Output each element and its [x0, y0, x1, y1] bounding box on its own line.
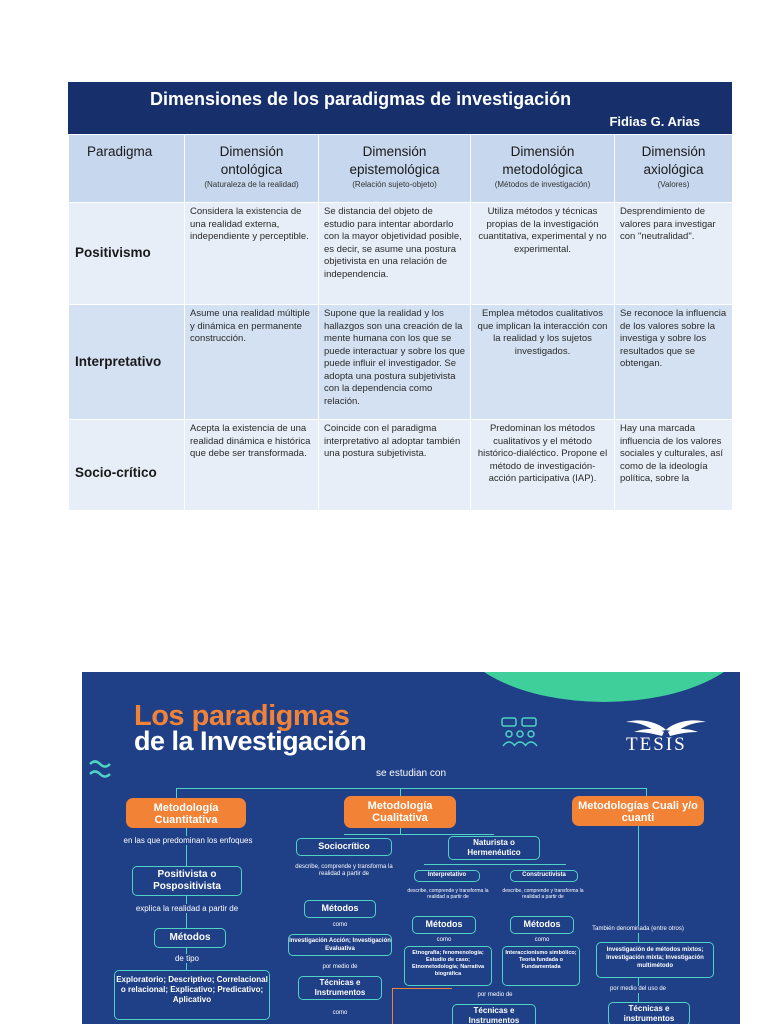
interp-metodos-box: Métodos — [412, 916, 476, 934]
left-metodos-box: Métodos — [154, 928, 226, 948]
infographic-subtitle: se estudian con — [375, 768, 447, 779]
mixed-methods-box: Investigación de métodos mixtos; Investigación mixta; Investigación multimétodo — [596, 942, 714, 978]
cell-axiologica: Se reconoce la influencia de los valores sobre la investiga y sobre los resultados que se obtengan. — [615, 305, 733, 420]
interp-list-box: Etnografía; fenomenología; Estudio de caso; Etnometodología; Narrativa biográfica — [404, 946, 492, 986]
connector-line — [176, 788, 646, 789]
interp-text: describe, comprende y transforma la realidad a partir de — [407, 888, 489, 900]
socio-investigacion-box: Investigación Acción; Investigación Evaluativa — [288, 934, 392, 956]
paradigms-table — [68, 134, 732, 510]
cell-metodologica: Utiliza métodos y técnicas propias de la investigación cuantitativa, experimental y no experimental. — [471, 203, 615, 305]
socio-text: describe, comprende y transforma la realidad a partir de — [295, 864, 393, 877]
people-chat-icon — [500, 716, 540, 750]
cell-epistemologica: Se distancia del objeto de estudio para intentar abordarlo con la mayor objetividad posible, es decir, se asume una postura objetivista en una relación de independencia. — [319, 203, 471, 305]
interpretativo-box: Interpretativo — [414, 870, 480, 882]
left-text-2: explica la realidad a partir de — [132, 904, 242, 913]
paradigms-infographic — [82, 672, 740, 1024]
table-author: Fidias G. Arias — [609, 114, 700, 129]
sociocritico-box: Sociocrítico — [296, 838, 392, 856]
header-paradigma: Paradigma — [69, 135, 185, 203]
cell-metodologica: Predominan los métodos cualitativos y el método histórico-dialéctico. Propone el método de investigación-acción participativa (IAP). — [471, 420, 615, 511]
cell-epistemologica: Coincide con el paradigma interpretativo al adoptar también una postura subjetivista. — [319, 420, 471, 511]
cell-axiologica: Hay una marcada influencia de los valores sociales y culturales, así como de la ideología política, sobre la — [615, 420, 733, 511]
connector-line-orange — [392, 988, 393, 1024]
header-epistemologica: Dimensión epistemológica (Relación sujeto-objeto) — [319, 135, 471, 203]
table-row — [69, 305, 733, 420]
table-title-bar — [68, 82, 732, 134]
constr-text: describe, comprende y transforma la realidad a partir de — [502, 888, 584, 900]
table-row — [69, 420, 733, 511]
infographic-title-line2: de la Investigación — [134, 726, 367, 756]
connector-line — [176, 788, 177, 798]
cell-epistemologica: Supone que la realidad y los hallazgos son una creación de la mente humana con los que se puede interactuar y sobre los que puede influir el investigador. Se adopta una postura subjetivista con la dependencia como relación. — [319, 305, 471, 420]
paradigm-name: Positivismo — [69, 203, 185, 305]
paradigm-name: Interpretativo — [69, 305, 185, 420]
socio-como2-text: como — [332, 1010, 348, 1016]
cualitativa-box: Metodología Cualitativa — [344, 796, 456, 828]
left-text-1: en las que predominan los enfoques — [118, 836, 258, 845]
mid-por-medio-text: por medio de — [477, 992, 513, 998]
constructivista-box: Constructivista — [510, 870, 578, 882]
cell-metodologica: Emplea métodos cualitativos que implican la interacción con la realidad y los sujetos investigados. — [471, 305, 615, 420]
connector-line — [424, 864, 566, 865]
paradigms-table-image — [68, 82, 732, 510]
header-axiologica: Dimensión axiológica (Valores) — [615, 135, 733, 203]
right-tecnicas-box: Técnicas e instrumentos — [608, 1002, 690, 1024]
paradigm-name: Socio-crítico — [69, 420, 185, 511]
naturista-box: Naturista o Hermenéutico — [448, 836, 540, 860]
connector-line — [638, 826, 639, 1006]
left-text-3: de tipo — [162, 954, 212, 963]
positivista-box: Positivista o Pospositivista — [132, 866, 242, 896]
header-ontologica: Dimensión ontológica (Naturaleza de la realidad) — [185, 135, 319, 203]
constr-metodos-box: Métodos — [510, 916, 574, 934]
socio-metodos-box: Métodos — [304, 900, 376, 918]
table-row — [69, 203, 733, 305]
socio-tecnicas-box: Técnicas e Instrumentos — [298, 976, 382, 1000]
cell-ontologica: Acepta la existencia de una realidad dinámica e histórica que debe ser transformada. — [185, 420, 319, 511]
cell-axiologica: Desprendimiento de valores para investigar con "neutralidad". — [615, 203, 733, 305]
cell-ontologica: Asume una realidad múltiple y dinámica en permanente construcción. — [185, 305, 319, 420]
connector-line — [344, 834, 494, 835]
connector-line-orange — [392, 988, 452, 989]
tesis-logo-text: TESIS — [626, 734, 687, 755]
right-text-2: por medio del uso de — [598, 986, 678, 993]
interp-como-text: como — [436, 937, 452, 943]
decorative-circle — [454, 672, 740, 702]
table-header-row — [69, 135, 733, 203]
table-title: Dimensiones de los paradigmas de investigación — [150, 89, 572, 109]
right-text-1: También denominada (entre otros) — [588, 926, 688, 933]
socio-por-medio-text: por medio de — [322, 964, 358, 970]
infographic-title-line1: Los paradigmas — [134, 700, 350, 732]
socio-como-text: como — [332, 922, 348, 928]
mid-tecnicas-box: Técnicas e Instrumentos — [452, 1004, 536, 1024]
header-metodologica: Dimensión metodológica (Métodos de investigación) — [471, 135, 615, 203]
cuali-cuanti-box: Metodologías Cuali y/o cuanti — [572, 796, 704, 826]
cell-ontologica: Considera la existencia de una realidad externa, independiente y perceptible. — [185, 203, 319, 305]
constr-como-text: como — [534, 937, 550, 943]
left-types-box: Exploratorio; Descriptivo; Correlacional o relacional; Explicativo; Predicativo; Aplicativo — [114, 970, 270, 1020]
cuantitativa-box: Metodología Cuantitativa — [126, 798, 246, 828]
constr-list-box: Interaccionismo simbólico; Teoría fundada o Fundamentada — [502, 946, 580, 986]
